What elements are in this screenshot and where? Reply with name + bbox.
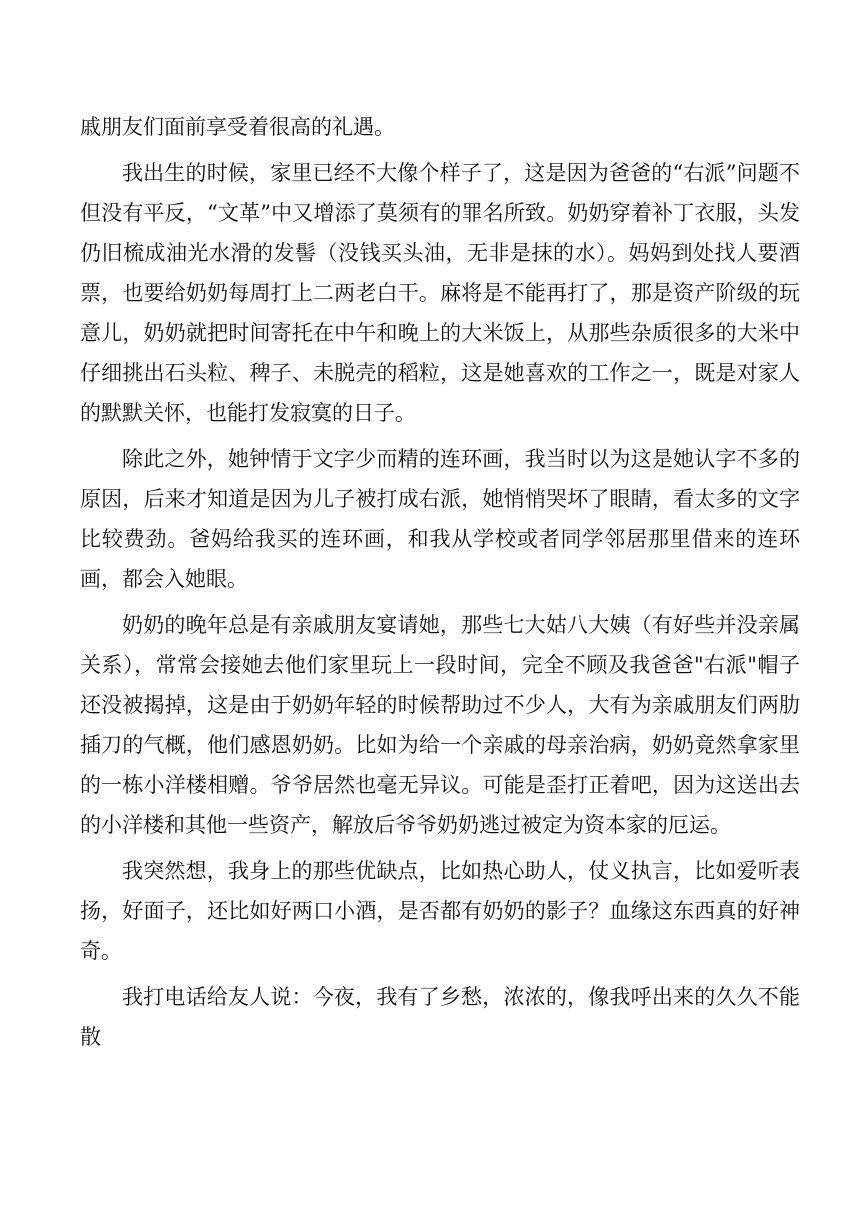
- article-body: [80, 107, 800, 1063]
- paragraph-continued: 戚朋友们面前享受着很高的礼遇。: [80, 115, 395, 139]
- paragraph-comics: 除此之外，她钟情于文字少而精的连环画，我当时以为这是她认字不多的原因，后来才知道是因为儿子被打成右派，她悄悄哭坏了眼睛，看太多的文字比较费劲。爸妈给我买的连环画，和我从学校或者同学邻居那里借来的连环画，都会入她眼。: [80, 447, 800, 591]
- paragraph-phone-call: 我打电话给友人说：今夜，我有了乡愁，浓浓的，像我呼出来的久久不能散: [80, 985, 800, 1049]
- paragraph-birth: 我出生的时候，家里已经不大像个样子了，这是因为爸爸的“右派”问题不但没有平反，“文革”中又增添了莫须有的罪名所致。奶奶穿着补丁衣服，头发仍旧梳成油光水滑的发髻（没钱买头油，无非是抹的水）。妈妈到处找人要酒票，也要给奶奶每周打上二两老白干。麻将是不能再打了，那是资产阶级的玩意儿，奶奶就把时间寄托在中午和晚上的大米饭上，从那些杂质很多的大米中仔细挑出石头粒、稗子、未脱壳的稻粒，这是她喜欢的工作之一，既是对家人的默默关怀，也能打发寂寞的日子。: [80, 161, 800, 425]
- paragraph-later-years: 奶奶的晚年总是有亲戚朋友宴请她，那些七大姑八大姨（有好些并没亲属关系），常常会接她去他们家里玩上一段时间，完全不顾及我爸爸"右派"帽子还没被揭掉，这是由于奶奶年轻的时候帮助过不少人，大有为亲戚朋友们两肋插刀的气概，他们感恩奶奶。比如为给一个亲戚的母亲治病，奶奶竟然拿家里的一栋小洋楼相赠。爷爷居然也毫无异议。可能是歪打正着吧，因为这送出去的小洋楼和其他一些资产，解放后爷爷奶奶逃过被定为资本家的厄运。: [80, 613, 800, 837]
- paragraph-traits: 我突然想，我身上的那些优缺点，比如热心助人，仗义执言，比如爱听表扬，好面子，还比如好两口小酒，是否都有奶奶的影子？血缘这东西真的好神奇。: [80, 859, 800, 963]
